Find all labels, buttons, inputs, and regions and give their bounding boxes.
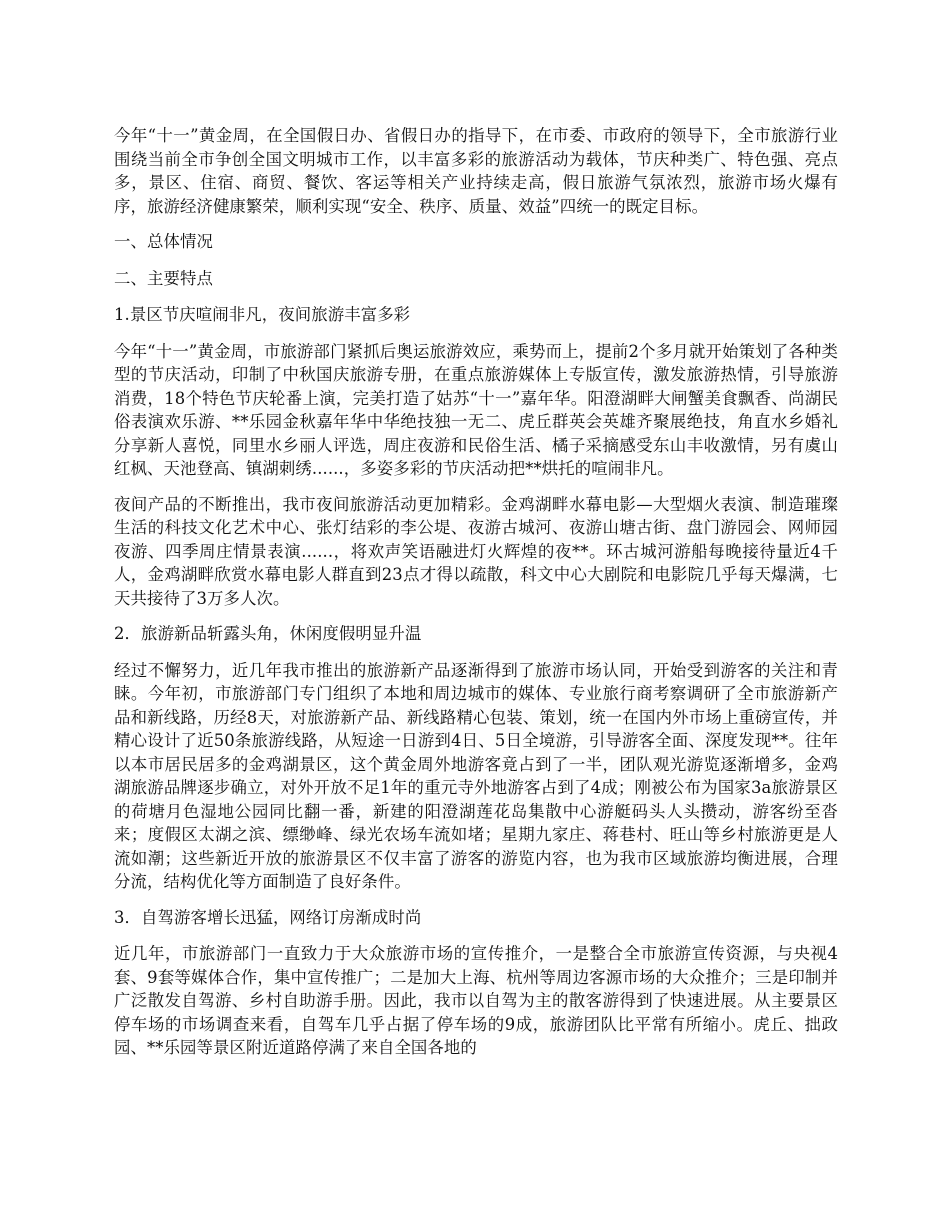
section-heading-features: 二、主要特点 xyxy=(114,268,213,288)
body-paragraph-self-drive: 近几年，市旅游部门一直致力于大众旅游市场的宣传推介，一是整合全市旅游宣传资源，与央视4套、9套等媒体合作，集中宣传推广；二是加大上海、杭州等周边客源市场的大众推介；三是印制并广泛散发自驾游、乡村自助游手册。因此，我市以自驾为主的散客游得到了快速进展。从主要景区停车场的市场调查来看，自驾车几乎占据了停车场的9成，旅游团队比平常有所缩小。虎丘、拙政园、**乐园等景区附近道路停满了来自全国各地的 xyxy=(114,944,838,1057)
subsection-heading-3: 3．自驾游客增长迅猛，网络订房渐成时尚 xyxy=(114,907,422,927)
subsection-heading-2: 2．旅游新品斩露头角，休闲度假明显升温 xyxy=(114,624,422,643)
body-paragraph-night-tourism: 夜间产品的不断推出，我市夜间旅游活动更加精彩。金鸡湖畔水幕电影—大型烟火表演、制造璀璨生活的科技文化艺术中心、张灯结彩的李公堤、夜游古城河、夜游山塘古街、盘门游园会、网师园夜游、四季周庄情景表演......，将欢声笑语融进灯火辉煌的夜**。环古城河游船每晚接待量近4千人，金鸡湖畔欣赏水幕电影人群直到23点才得以疏散，科文中心大剧院和电影院几乎每天爆满，七天共接待了3万多人次。 xyxy=(114,494,838,608)
intro-paragraph: 今年“十一”黄金周，在全国假日办、省假日办的指导下，在市委、市政府的领导下，全市旅游行业围绕当前全市争创全国文明城市工作，以丰富多彩的旅游活动为载体，节庆种类广、特色强、亮点多，景区、住宿、商贸、餐饮、客运等相关产业持续走高，假日旅游气氛浓烈，旅游市场火爆有序，旅游经济健康繁荣，顺利实现“安全、秩序、质量、效益”四统一的既定目标。 xyxy=(114,126,838,216)
body-paragraph-festivals: 今年“十一”黄金周，市旅游部门紧抓后奥运旅游效应，乘势而上，提前2个多月就开始策划了各种类型的节庆活动，印制了中秋国庆旅游专册，在重点旅游媒体上专版宣传，激发旅游热情，引导旅游消费，18个特色节庆轮番上演，完美打造了姑苏“十一”嘉年华。阳澄湖畔大闸蟹美食飘香、尚湖民俗表演欢乐游、**乐园金秋嘉年华中华绝技独一无二、虎丘群英会英雄齐聚展绝技，角直水乡婚礼分享新人喜悦，同里水乡丽人评选，周庄夜游和民俗生活、橘子采摘感受东山丰收激情，另有虞山红枫、天池登高、镇湖刺绣......，多姿多彩的节庆活动把**烘托的喧闹非凡。 xyxy=(114,341,838,478)
document-page xyxy=(114,124,838,1072)
section-heading-overview: 一、总体情况 xyxy=(114,232,213,251)
subsection-heading-1: 1.景区节庆喧闹非凡，夜间旅游丰富多彩 xyxy=(114,305,411,324)
body-paragraph-new-products: 经过不懈努力，近几年我市推出的旅游新产品逐渐得到了旅游市场认同，开始受到游客的关注和青睐。今年初，市旅游部门专门组织了本地和周边城市的媒体、专业旅行商考察调研了全市旅游新产品和新线路，历经8天，对旅游新产品、新线路精心包装、策划，统一在国内外市场上重磅宣传，并精心设计了近50条旅游线路，从短途一日游到4日、5日全境游，引导游客全面、深度发现**。往年以本市居民居多的金鸡湖景区，这个黄金周外地游客竟占到了一半，团队观光游览逐渐增多，金鸡湖旅游品牌逐步确立，对外开放不足1年的重元寺外地游客占到了4成；刚被公布为国家3a旅游景区的荷塘月色湿地公园同比翻一番，新建的阳澄湖莲花岛集散中心游艇码头人头攒动，游客纷至沓来；度假区太湖之滨、缥缈峰、绿光农场车流如堵；星期九家庄、蒋巷村、旺山等乡村旅游更是人流如潮；这些新近开放的旅游景区不仅丰富了游客的游览内容，也为我市区域旅游均衡进展，合理分流，结构优化等方面制造了良好条件。 xyxy=(114,660,838,891)
